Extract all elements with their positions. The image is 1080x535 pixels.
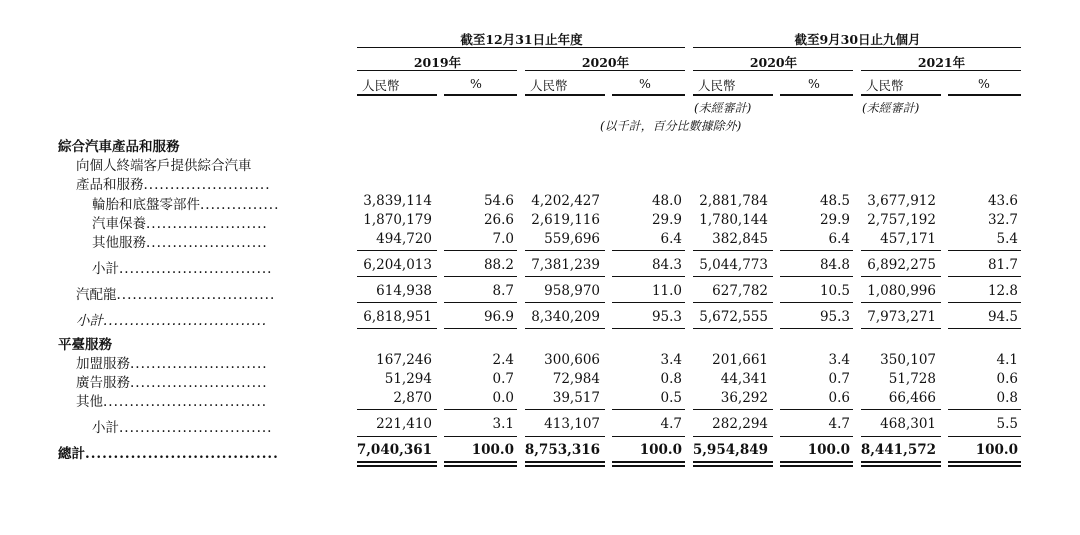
year-rule: [357, 70, 517, 71]
cell: 0.7: [828, 371, 850, 387]
cell: 29.9: [651, 212, 682, 228]
row-label-auto-parts: 汽配龍..............................: [76, 287, 276, 303]
cell: 6,204,013: [363, 257, 432, 273]
cell: 54.6: [483, 193, 514, 209]
cell: 26.6: [483, 212, 514, 228]
total-double-rule: [780, 465, 853, 467]
cell: 382,845: [712, 231, 768, 247]
cell: 4.7: [660, 416, 682, 432]
column-rule: [525, 94, 605, 96]
currency-header: 人民幣: [698, 78, 736, 93]
cell: 51,294: [384, 371, 432, 387]
cell: 5.5: [996, 416, 1018, 432]
total-double-rule: [612, 465, 685, 467]
cell: 11.0: [651, 283, 682, 299]
sum-rule: [861, 276, 941, 277]
cell: 5,672,555: [699, 309, 768, 325]
cell: 201,661: [712, 352, 768, 368]
unaudited-note: (未經審計): [862, 101, 920, 115]
sum-rule: [612, 409, 685, 410]
cell: 39,517: [552, 390, 600, 406]
cell: 3.4: [828, 352, 850, 368]
row-label-subtotal: 小計.............................: [92, 261, 273, 277]
sum-rule: [948, 436, 1021, 437]
total-double-rule: [444, 465, 517, 467]
cell: 94.5: [987, 309, 1018, 325]
cell: 100.0: [975, 442, 1018, 458]
cell: 8.7: [492, 283, 514, 299]
total-double-rule: [693, 461, 773, 463]
units-note: (以千計，百分比數據除外): [600, 119, 742, 133]
cell: 5,954,849: [692, 442, 768, 458]
sum-rule: [357, 276, 437, 277]
total-double-rule: [444, 461, 517, 463]
total-double-rule: [948, 461, 1021, 463]
percent-header: %: [470, 76, 482, 91]
sum-rule: [444, 302, 517, 303]
sum-rule: [948, 328, 1021, 329]
year-header-2019: 2019年: [413, 55, 462, 70]
sum-rule: [948, 302, 1021, 303]
cell: 559,696: [544, 231, 600, 247]
cell: 2,619,116: [531, 212, 600, 228]
column-rule: [357, 94, 437, 96]
cell: 3,677,912: [867, 193, 936, 209]
cell: 32.7: [987, 212, 1018, 228]
cell: 221,410: [376, 416, 432, 432]
total-double-rule: [525, 465, 605, 467]
cell: 2,881,784: [699, 193, 768, 209]
currency-header: 人民幣: [362, 78, 400, 93]
currency-header: 人民幣: [866, 78, 904, 93]
year-rule: [693, 70, 853, 71]
total-double-rule: [525, 461, 605, 463]
cell: 48.0: [651, 193, 682, 209]
percent-header: %: [808, 76, 820, 91]
cell: 4.1: [996, 352, 1018, 368]
sum-rule: [525, 250, 605, 251]
column-rule: [612, 94, 685, 96]
column-rule: [780, 94, 853, 96]
cell: 6,892,275: [867, 257, 936, 273]
sum-rule: [780, 250, 853, 251]
cell: 6.4: [828, 231, 850, 247]
cell: 7,381,239: [531, 257, 600, 273]
sum-rule: [861, 250, 941, 251]
cell: 2.4: [492, 352, 514, 368]
total-double-rule: [780, 461, 853, 463]
cell: 8,441,572: [860, 442, 936, 458]
sum-rule: [948, 250, 1021, 251]
cell: 3.4: [660, 352, 682, 368]
sum-rule: [525, 409, 605, 410]
cell: 6.4: [660, 231, 682, 247]
cell: 413,107: [544, 416, 600, 432]
sum-rule: [357, 436, 437, 437]
group-title-full-year: 截至12月31日止年度: [460, 32, 583, 47]
sum-rule: [357, 250, 437, 251]
cell: 3.1: [492, 416, 514, 432]
cell: 100.0: [471, 442, 514, 458]
cell: 1,080,996: [867, 283, 936, 299]
sum-rule: [861, 302, 941, 303]
cell: 36,292: [720, 390, 768, 406]
year-header-2020-9m: 2020年: [749, 55, 798, 70]
sum-rule: [861, 436, 941, 437]
sum-rule: [693, 436, 773, 437]
cell: 457,171: [880, 231, 936, 247]
cell: 2,870: [393, 390, 432, 406]
cell: 43.6: [987, 193, 1018, 209]
cell: 0.7: [492, 371, 514, 387]
cell: 100.0: [807, 442, 850, 458]
cell: 12.8: [987, 283, 1018, 299]
sum-rule: [948, 409, 1021, 410]
cell: 614,938: [376, 283, 432, 299]
cell: 3,839,114: [363, 193, 432, 209]
year-rule: [525, 70, 685, 71]
cell: 6,818,951: [363, 309, 432, 325]
cell: 167,246: [376, 352, 432, 368]
cell: 10.5: [819, 283, 850, 299]
cell: 8,753,316: [524, 442, 600, 458]
sum-rule: [525, 302, 605, 303]
row-label-total: 總計..................................: [58, 446, 279, 462]
cell: 88.2: [483, 257, 514, 273]
total-double-rule: [612, 461, 685, 463]
sum-rule: [693, 409, 773, 410]
column-rule: [444, 94, 517, 96]
sum-rule: [780, 276, 853, 277]
cell: 1,870,179: [363, 212, 432, 228]
cell: 7,973,271: [867, 309, 936, 325]
row-label-tires: 輪胎和底盤零部件...............: [92, 197, 280, 213]
cell: 2,757,192: [867, 212, 936, 228]
sum-rule: [444, 276, 517, 277]
row-label-maintenance: 汽車保養.......................: [92, 216, 268, 232]
cell: 958,970: [544, 283, 600, 299]
sub-heading-line2: 產品和服務........................: [76, 177, 271, 193]
total-double-rule: [357, 465, 437, 467]
cell: 7.0: [492, 231, 514, 247]
sum-rule: [780, 409, 853, 410]
cell: 468,301: [880, 416, 936, 432]
sum-rule: [525, 436, 605, 437]
cell: 100.0: [639, 442, 682, 458]
sum-rule: [693, 302, 773, 303]
cell: 96.9: [483, 309, 514, 325]
cell: 7,040,361: [356, 442, 432, 458]
cell: 48.5: [819, 193, 850, 209]
cell: 627,782: [712, 283, 768, 299]
cell: 95.3: [651, 309, 682, 325]
currency-header: 人民幣: [530, 78, 568, 93]
sum-rule: [612, 328, 685, 329]
row-label-franchise: 加盟服務..........................: [76, 356, 268, 372]
row-label-advertising: 廣告服務..........................: [76, 375, 268, 391]
total-double-rule: [861, 461, 941, 463]
cell: 95.3: [819, 309, 850, 325]
sum-rule: [612, 276, 685, 277]
sum-rule: [444, 328, 517, 329]
sum-rule: [612, 436, 685, 437]
cell: 0.0: [492, 390, 514, 406]
cell: 350,107: [880, 352, 936, 368]
sum-rule: [444, 436, 517, 437]
sum-rule: [357, 409, 437, 410]
sum-rule: [780, 302, 853, 303]
cell: 0.8: [996, 390, 1018, 406]
row-label-subtotal: 小計...............................: [76, 313, 268, 329]
sum-rule: [612, 250, 685, 251]
cell: 0.8: [660, 371, 682, 387]
row-label-other-services: 其他服務.......................: [92, 235, 268, 251]
cell: 282,294: [712, 416, 768, 432]
sum-rule: [525, 276, 605, 277]
sum-rule: [525, 328, 605, 329]
cell: 0.6: [996, 371, 1018, 387]
percent-header: %: [978, 76, 990, 91]
cell: 0.6: [828, 390, 850, 406]
cell: 5,044,773: [699, 257, 768, 273]
sum-rule: [693, 328, 773, 329]
cell: 5.4: [996, 231, 1018, 247]
cell: 4,202,427: [531, 193, 600, 209]
row-label-others: 其他...............................: [76, 394, 268, 410]
total-double-rule: [861, 465, 941, 467]
column-rule: [948, 94, 1021, 96]
cell: 84.8: [819, 257, 850, 273]
percent-header: %: [639, 76, 651, 91]
cell: 84.3: [651, 257, 682, 273]
row-label-subtotal: 小計.............................: [92, 420, 273, 436]
column-rule: [861, 94, 941, 96]
year-rule: [861, 70, 1021, 71]
group-title-nine-months: 截至9月30日止九個月: [794, 32, 921, 47]
sum-rule: [780, 436, 853, 437]
sum-rule: [780, 328, 853, 329]
cell: 494,720: [376, 231, 432, 247]
sum-rule: [444, 250, 517, 251]
sum-rule: [357, 328, 437, 329]
sum-rule: [444, 409, 517, 410]
cell: 4.7: [828, 416, 850, 432]
cell: 81.7: [987, 257, 1018, 273]
sum-rule: [861, 328, 941, 329]
cell: 1,780,144: [699, 212, 768, 228]
sum-rule: [357, 302, 437, 303]
cell: 8,340,209: [531, 309, 600, 325]
sum-rule: [612, 302, 685, 303]
total-double-rule: [693, 465, 773, 467]
sum-rule: [948, 276, 1021, 277]
year-header-2021-9m: 2021年: [917, 55, 966, 70]
sum-rule: [693, 250, 773, 251]
section-title-platform: 平臺服務: [58, 337, 112, 353]
column-rule: [693, 94, 773, 96]
cell: 0.5: [660, 390, 682, 406]
total-double-rule: [357, 461, 437, 463]
section-title-integrated: 綜合汽車產品和服務: [58, 139, 180, 155]
cell: 300,606: [544, 352, 600, 368]
year-header-2020: 2020年: [581, 55, 630, 70]
cell: 44,341: [720, 371, 768, 387]
group1-rule: [357, 47, 685, 48]
sum-rule: [693, 276, 773, 277]
total-double-rule: [948, 465, 1021, 467]
group2-rule: [693, 47, 1021, 48]
cell: 29.9: [819, 212, 850, 228]
cell: 72,984: [552, 371, 600, 387]
sum-rule: [861, 409, 941, 410]
cell: 51,728: [888, 371, 936, 387]
cell: 66,466: [888, 390, 936, 406]
unaudited-note: (未經審計): [694, 101, 752, 115]
sub-heading-line1: 向個人終端客戶提供綜合汽車: [76, 158, 252, 174]
